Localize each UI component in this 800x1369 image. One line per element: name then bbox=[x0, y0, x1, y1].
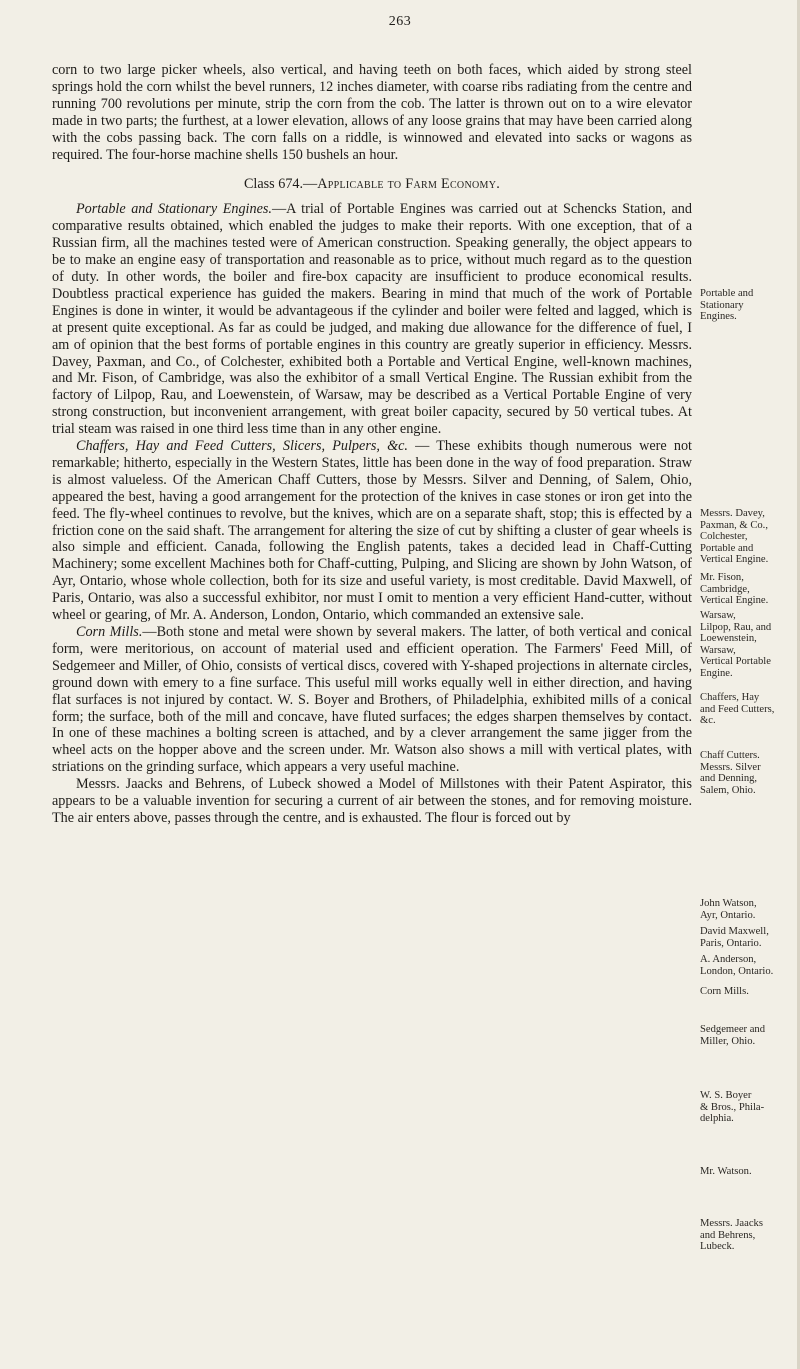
margin-note: Portable and Stationary Engines. bbox=[700, 288, 754, 323]
margin-note: Warsaw, Lilpop, Rau, and Loewenstein, Warsaw, Vertical Portable Engine. bbox=[700, 610, 772, 679]
margin-note: Corn Mills. bbox=[700, 986, 749, 997]
paragraph-lead: Corn Mills. bbox=[76, 624, 143, 640]
margin-note: Mr. Watson. bbox=[700, 1166, 752, 1177]
margin-note: David Maxwell, Paris, Ontario. bbox=[700, 926, 769, 949]
margin-note: Mr. Fison, Cambridge, Vertical Engine. bbox=[700, 572, 769, 607]
margin-note: A. Anderson, London, Ontario. bbox=[700, 954, 774, 977]
margin-note: W. S. Boyer & Bros., Phila- delphia. bbox=[700, 1090, 765, 1125]
margin-note: Chaffers, Hay and Feed Cutters, &c. bbox=[700, 692, 775, 727]
margin-note: Messrs. Davey, Paxman, & Co., Colchester, Portable and Vertical Engine. bbox=[700, 508, 769, 566]
paragraph-text: Messrs. Jaacks and Behrens, of Lubeck showed a Model of Millstones with their Patent Aspirator, this appears to be a valuable invention for securing a current of air between the stones, and for removing moisture. The air enters above, passes through the centre, and is exhausted. The flour is forced out by bbox=[52, 776, 692, 826]
class-number: Class 674.— bbox=[243, 176, 318, 193]
margin-note: John Watson, Ayr, Ontario. bbox=[700, 898, 757, 921]
paragraph-lead: Portable and Stationary Engines. bbox=[76, 201, 272, 218]
body-text bbox=[52, 62, 692, 827]
page-number: 263 bbox=[388, 14, 412, 29]
margin-note: Messrs. Jaacks and Behrens, Lubeck. bbox=[700, 1218, 763, 1253]
paragraph-text: — These exhibits though numerous were not remarkable; hitherto, especially in the Western States, little has been done in the way of food preparation. Straw is almost valueless. Of the American Chaff Cutters, those by Messrs. Silver and Denning, of Salem, Ohio, appeared the best, having a good arrangement for the protection of the knives in case stones or iron get into the feed. The fly-wheel continues to revolve, but the knives, which are on a separate shaft, stop; this is effected by a friction cone on the said shaft. The arrangement for altering the size of cut by shifting a cluster of gear wheels is also simple and efficient. Canada, following the English patents, takes a decided lead in Chaff-Cutting Machinery; some excellent Machines both for Chaff-cutting, Pulping, and Slicing are shown by John Watson, of Ayr, Ontario, whose whole collection, both for its size and useful variety, is most creditable. David Maxwell, of Paris, Ontario, was also a successful exhibitor, nor must I omit to mention a very efficient Hand-cutter, without wheel or gearing, of Mr. A. Anderson, London, Ontario, which commanded an extensive sale. bbox=[52, 438, 692, 624]
paragraph-corn-mills bbox=[52, 624, 692, 776]
class-heading bbox=[52, 176, 692, 193]
paragraph-chaffers bbox=[52, 438, 692, 624]
paragraph-text: —A trial of Portable Engines was carried out at Schencks Station, and comparative results obtained, which enabled the judges to make their reports. With one exception, that of a Russian firm, all the machines tested were of American construction. Speaking generally, the object appears to be to make an engine easy of transportation and reasonable as to price, without much regard as to the question of duty. In other words, the boiler and fire-box capacity are insufficient to produce economical results. Doubtless practical experience has guided the makers. Bearing in mind that much of the work of Portable Engines is done in winter, it would be advantageous if the cylinder and boiler were felted and lagged, which is at present quite exceptional. As far as could be judged, and making due allowance for the difference of fuel, I am of opinion that the best forms of portable engines in this country are greatly superior in efficiency. Messrs. Davey, Paxman, and Co., of Colchester, exhibited both a Portable and Vertical Engine, well-known machines, and Mr. Fison, of Cambridge, was also the exhibitor of a small Vertical Engine. The Russian exhibit from the factory of Lilpop, Rau, and Loewenstein, of Warsaw, may be described as a Vertical Portable Engine of very strong construction, but inconvenient arrangement, with great boiler capacity, secured by 50 vertical tubes. At trial steam was raised in one third less time than in any other engine. bbox=[52, 201, 692, 438]
intro-paragraph: corn to two large picker wheels, also vertical, and having teeth on both faces, which aided by strong steel springs hold the corn whilst the bevel runners, 12 inches diameter, with coarse ribs radiating from the centre and running 700 revolutions per minute, strip the corn from the cob. The latter is thrown out on to a wire elevator made in two parts; the furthest, at a lower elevation, allows of any loose grains that may have been carried along with the cobs passing back. The corn falls on a riddle, is winnowed and elevated into sacks or wagons as required. The four-horse machine shells 150 bushels an hour. bbox=[52, 62, 692, 163]
margin-note: Sedgemeer and Miller, Ohio. bbox=[700, 1024, 766, 1047]
class-title: Applicable to Farm Economy. bbox=[317, 176, 501, 193]
paragraph-lead: Chaffers, Hay and Feed Cutters, Slicers, Pulpers, &c. bbox=[76, 438, 408, 455]
paragraph-jaacks-behrens bbox=[52, 776, 692, 827]
margin-note: Chaff Cutters. Messrs. Silver and Denning, Salem, Ohio. bbox=[700, 750, 761, 796]
paragraph-portable-engines bbox=[52, 201, 692, 438]
paragraph-text: —Both stone and metal were shown by several makers. The latter, of both vertical and conical form, were meritorious, on account of material used and efficient operation. The Farmers' Feed Mill, of Sedgemeer and Miller, of Ohio, consists of vertical discs, covered with Y-shaped projections in alternate circles, ground down with emery to a fine surface. This useful mill works equally well in either direction, and having flat surfaces is not injured by contact. W. S. Boyer and Brothers, of Philadelphia, exhibited mills of a conical form; the surface, both of the mill and concave, have fluted surfaces; the edges sharpen themselves by contact. In one of these machines a bolting screen is attached, and by a clever arrangement the same jigger from the wheel acts on the hopper above and the screen under. Mr. Watson also shows a mill with vertical plates, with striations on the grinding surface, which appears a very useful machine. bbox=[52, 624, 692, 776]
